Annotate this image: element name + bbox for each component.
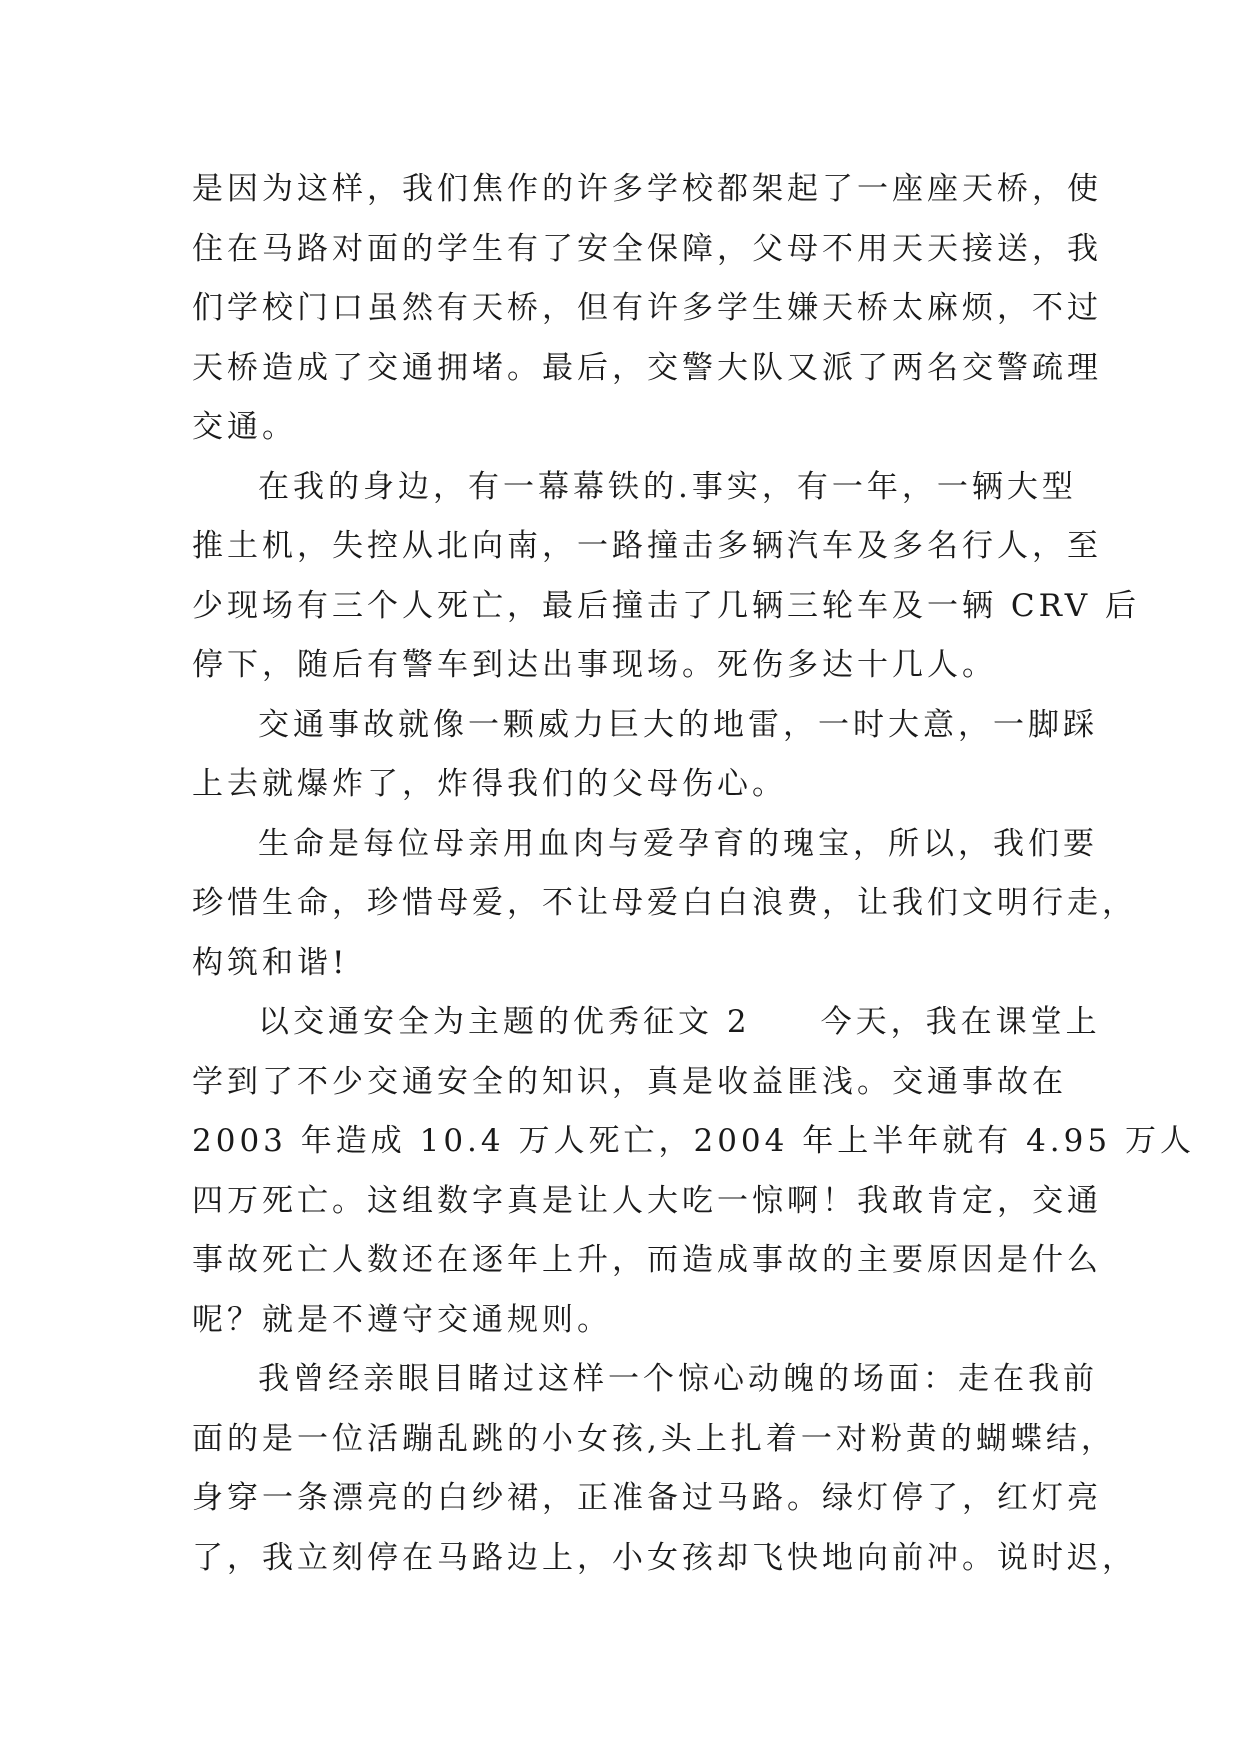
text-line: 们学校门口虽然有天桥，但有许多学生嫌天桥太麻烦，不过 bbox=[192, 290, 1102, 326]
text-line: 面的是一位活蹦乱跳的小女孩,头上扎着一对粉黄的蝴蝶结， bbox=[192, 1420, 1116, 1457]
text-line: 2003 年造成 10.4 万人死亡，2004 年上半年就有 4.95 万人 bbox=[192, 1123, 1195, 1159]
paragraph-start-line: 以交通安全为主题的优秀征文 2 今天，我在课堂上 bbox=[258, 1004, 1101, 1040]
text-line: 天桥造成了交通拥堵。最后，交警大队又派了两名交警疏理 bbox=[192, 349, 1102, 386]
text-line: 学到了不少交通安全的知识，真是收益匪浅。交通事故在 bbox=[192, 1063, 1067, 1100]
text-line: 四万死亡。这组数字真是让人大吃一惊啊！我敢肯定，交通 bbox=[192, 1182, 1102, 1219]
text-line: 少现场有三个人死亡，最后撞击了几辆三轮车及一辆 CRV 后 bbox=[192, 587, 1141, 624]
text-line: 构筑和谐! bbox=[192, 944, 349, 981]
paragraph-start-line: 生命是每位母亲用血肉与爱孕育的瑰宝，所以，我们要 bbox=[258, 825, 1098, 862]
text-line: 上去就爆炸了，炸得我们的父母伤心。 bbox=[192, 766, 787, 802]
text-line: 推土机，失控从北向南，一路撞击多辆汽车及多名行人，至 bbox=[192, 528, 1102, 564]
text-line: 了，我立刻停在马路边上，小女孩却飞快地向前冲。说时迟， bbox=[192, 1539, 1137, 1576]
essay-body bbox=[192, 160, 1195, 1588]
text-line: 事故死亡人数还在逐年上升，而造成事故的主要原因是什么 bbox=[192, 1242, 1102, 1278]
text-line: 是因为这样，我们焦作的许多学校都架起了一座座天桥，使 bbox=[192, 171, 1102, 207]
paragraph-start-line: 在我的身边，有一幕幕铁的.事实，有一年，一辆大型 bbox=[258, 468, 1077, 505]
text-line: 身穿一条漂亮的白纱裙，正准备过马路。绿灯停了，红灯亮 bbox=[192, 1480, 1102, 1516]
text-line: 珍惜生命，珍惜母爱，不让母爱白白浪费，让我们文明行走， bbox=[192, 885, 1137, 921]
text-line: 停下，随后有警车到达出事现场。死伤多达十几人。 bbox=[192, 647, 997, 683]
text-line: 住在马路对面的学生有了安全保障，父母不用天天接送，我 bbox=[192, 230, 1102, 267]
text-line: 交通。 bbox=[192, 409, 297, 445]
paragraph-start-line: 我曾经亲眼目睹过这样一个惊心动魄的场面：走在我前 bbox=[258, 1361, 1098, 1397]
paragraph-start-line: 交通事故就像一颗威力巨大的地雷，一时大意，一脚踩 bbox=[258, 706, 1098, 743]
text-line: 呢？就是不遵守交通规则。 bbox=[192, 1301, 612, 1338]
